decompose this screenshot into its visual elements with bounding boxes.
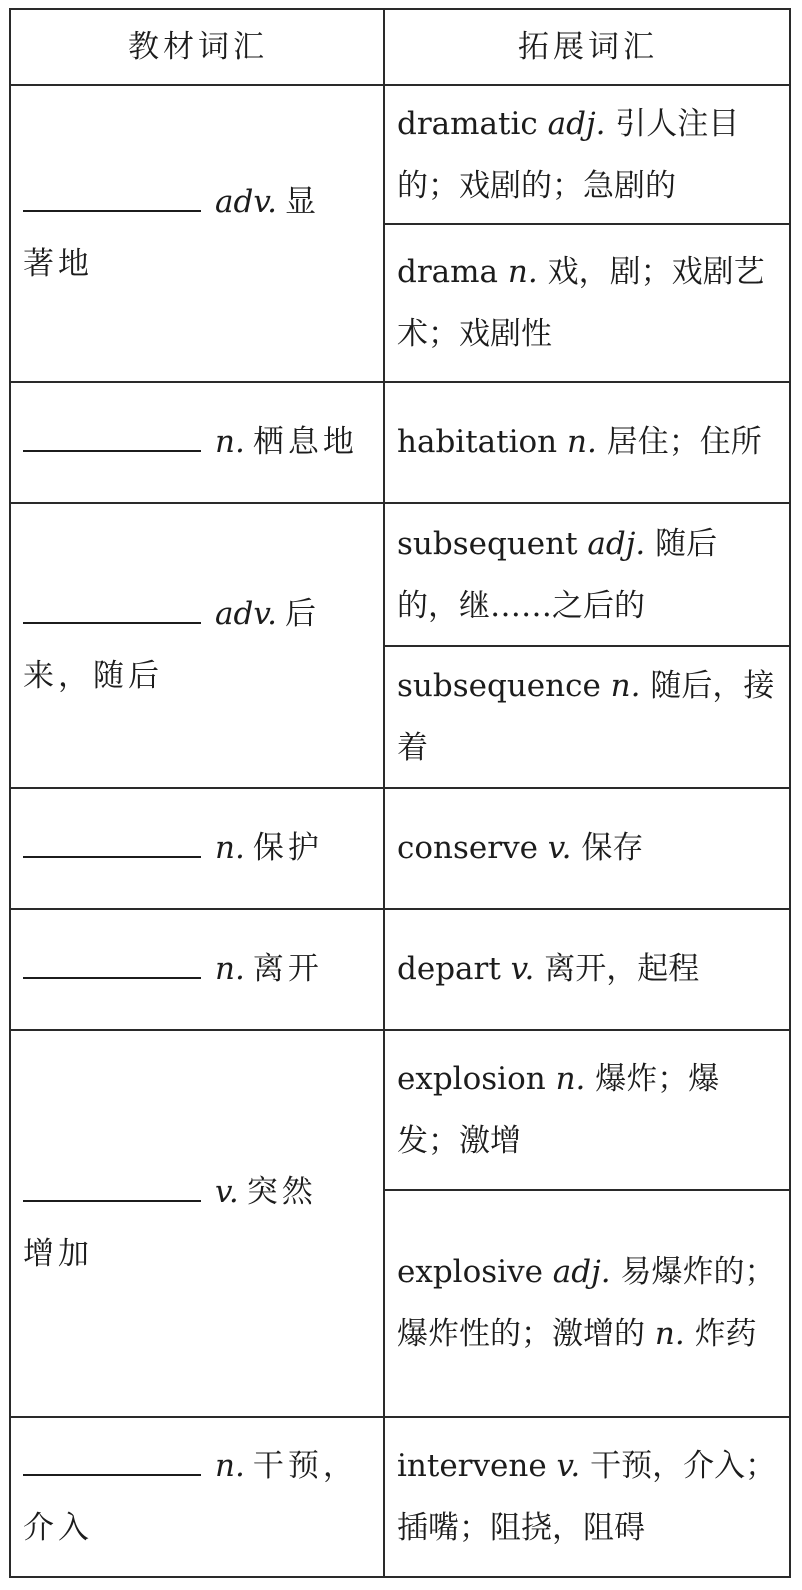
header-textbook-vocab: 教材词汇 <box>10 9 384 85</box>
table-row <box>10 909 790 1030</box>
meaning: 随后，接着 <box>397 668 775 767</box>
word: conserve <box>397 830 538 867</box>
meaning: 离开，起程 <box>544 951 700 988</box>
textbook-word-cell <box>10 1417 384 1577</box>
part-of-speech: adv. <box>215 184 278 221</box>
part-of-speech: adj. <box>587 525 646 562</box>
part-of-speech: n. <box>215 1448 245 1485</box>
part-of-speech: v. <box>510 951 535 988</box>
extended-word-cell <box>384 503 790 646</box>
part-of-speech: v. <box>215 1174 239 1211</box>
vocab-table <box>9 8 791 1578</box>
part-of-speech: n. <box>507 254 538 291</box>
meaning: 引人注目的；戏剧的；急剧的 <box>397 105 740 204</box>
textbook-word-cell <box>10 788 384 909</box>
table-row <box>10 85 790 224</box>
meaning-continued: 增加 <box>23 1236 93 1273</box>
answer-blank[interactable] <box>23 1438 201 1476</box>
meaning-continued: 著地 <box>23 246 93 283</box>
table-row <box>10 1030 790 1190</box>
header-extended-vocab: 拓展词汇 <box>384 9 790 85</box>
meaning: 干预，介入；插嘴；阻挠，阻碍 <box>397 1448 777 1547</box>
extended-word-cell <box>384 224 790 382</box>
answer-blank[interactable] <box>23 941 201 979</box>
word: drama <box>397 254 499 291</box>
part-of-speech: n. <box>555 1060 586 1097</box>
table-row <box>10 382 790 503</box>
meaning: 易爆炸的；爆炸性的；激增的 <box>397 1254 776 1353</box>
part-of-speech: n. <box>610 668 641 705</box>
word: explosive <box>397 1254 543 1291</box>
meaning: 随后的，继……之后的 <box>397 525 718 624</box>
word: habitation <box>397 424 558 461</box>
extended-word-cell <box>384 382 790 503</box>
part-of-speech: adj. <box>552 1254 611 1291</box>
meaning-2: 炸药 <box>694 1316 757 1353</box>
meaning: 栖息地 <box>252 424 358 461</box>
meaning-continued: 来，随后 <box>23 658 163 695</box>
table-row <box>10 1417 790 1577</box>
part-of-speech: n. <box>567 424 597 461</box>
table-row <box>10 788 790 909</box>
part-of-speech: adv. <box>215 596 278 633</box>
word: subsequence <box>397 668 601 705</box>
extended-word-cell <box>384 1417 790 1577</box>
answer-blank[interactable] <box>23 414 201 452</box>
word: subsequent <box>397 525 578 562</box>
answer-blank[interactable] <box>23 820 201 858</box>
part-of-speech: n. <box>215 424 245 461</box>
extended-word-cell <box>384 1030 790 1190</box>
meaning: 戏，剧；戏剧艺术；戏剧性 <box>397 254 765 353</box>
meaning: 爆炸；爆发；激增 <box>397 1060 720 1159</box>
part-of-speech: v. <box>556 1448 581 1485</box>
meaning: 干预， <box>252 1448 358 1485</box>
textbook-word-cell <box>10 85 384 382</box>
textbook-word-cell <box>10 909 384 1030</box>
meaning: 保护 <box>252 830 323 867</box>
extended-word-cell <box>384 85 790 224</box>
part-of-speech: n. <box>215 951 245 988</box>
meaning: 离开 <box>252 951 323 988</box>
answer-blank[interactable] <box>23 586 201 624</box>
part-of-speech: v. <box>547 830 572 867</box>
meaning: 后 <box>285 596 321 633</box>
meaning: 保存 <box>581 830 644 867</box>
meaning: 显 <box>285 184 321 221</box>
meaning: 突然 <box>246 1174 317 1211</box>
extended-word-cell <box>384 646 790 787</box>
extended-word-cell <box>384 1190 790 1418</box>
part-of-speech-2: n. <box>654 1316 685 1353</box>
meaning: 居住；住所 <box>606 424 762 461</box>
part-of-speech: adj. <box>547 105 606 142</box>
answer-blank[interactable] <box>23 174 201 212</box>
answer-blank[interactable] <box>23 1164 201 1202</box>
word: intervene <box>397 1448 547 1485</box>
word: explosion <box>397 1060 546 1097</box>
table-header-row <box>10 9 790 85</box>
part-of-speech: n. <box>215 830 245 867</box>
word: depart <box>397 951 501 988</box>
extended-word-cell <box>384 788 790 909</box>
word: dramatic <box>397 105 538 142</box>
textbook-word-cell <box>10 503 384 788</box>
meaning-continued: 介入 <box>23 1510 93 1547</box>
table-row <box>10 503 790 646</box>
extended-word-cell <box>384 909 790 1030</box>
textbook-word-cell <box>10 1030 384 1417</box>
textbook-word-cell <box>10 382 384 503</box>
